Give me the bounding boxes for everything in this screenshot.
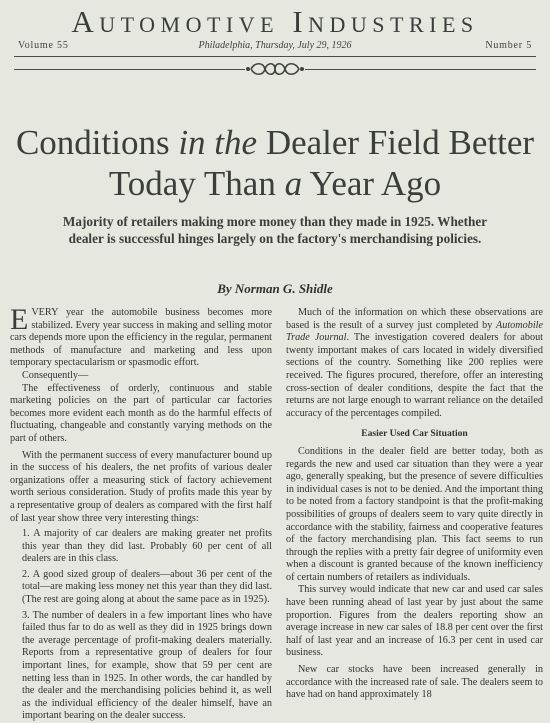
headline-line-2: Today Than a Year Ago [108,164,442,203]
paragraph: Conditions in the dealer field are better today, both as regards the new and used car situation than they were a year ago, generally speaking, but the presence of severe difficulties in individual cases is not to be denied. And the important thing to be noted from a factory standpoint is that the profit-making possibilities of groups of dealers seem to vary quite directly in accordance with the stability, fairness and cooperative features of the factory merchandising plan. This fact seems to run through the replies with a pretty fair degree of uniformity even when a discount is granted because of the known inefficiency of certain numbers of retailers as individuals. [286,445,543,583]
masthead-rule-top [14,56,536,57]
masthead-title: Automotive Industries [71,4,479,39]
paragraph: EVERY year the automobile business becomes more stabilized. Every year success in making and selling motor cars depends more upon the efficiency in the regular, permanent methods of manufacture and marketing and less upon temporary spectacularism or spasmodic effort. [10,303,272,369]
drop-cap: E [10,303,29,336]
issue-number: Number 5 [485,40,532,51]
paragraph: The effectiveness of orderly, continuous and stable marketing policies on the part of particular car factories becomes more evident each month as do the harmful effects of fluctuating, changeable and constantly varying methods on the part of others. [10,382,272,444]
volume-label: Volume 55 [18,40,69,51]
left-column [10,303,272,723]
byline: By Norman G. Shidle [217,281,333,296]
scroll-ornament-icon [245,58,305,80]
issue-line [18,40,532,54]
article-deck: Majority of retailers making more money than they made in 1925. Whether dealer is successful hinges largely on the factory's merchandising policies. [62,214,488,246]
paragraph: Much of the information on which these observations are based is the result of a survey just completed by Automobile Trade Journal. The investigation covered dealers for about twenty important makes of cars located in widely diversified sections of the country. Something like 200 replies were received. The figures procured, therefore, offer an interesting cross-section of dealer conditions, despite the fact that the returns are not large enough to warrant reliance on the detailed accuracy of the percentages compiled. [286,307,543,419]
section-subhead: Easier Used Car Situation [361,428,468,440]
headline-line-1: Conditions in the Dealer Field Better [15,123,535,162]
list-item: 3. The number of dealers in a few important lines who have failed thus far to do as well as they did in 1925 brings down the average percentage of profit-making dealers materially. Reports from a representative group of dealers for four important lines, for example, show that 59 per cent are netting less than in 1925. In other words, the car handled by the dealer and the merchandising policies behind it, as well as the individual efficiency of the dealer himself, have an important bearing on the dealer success. [22,609,272,722]
paragraph: New car stocks have been increased generally in accordance with the increased rate of sale. The dealers seem to have had on hand approximately 18 [286,664,543,701]
list-item: 2. A good sized group of dealers—about 36 per cent of the total—are making less money net this year than they did last. (The rest are going along at about the same pace as in 1925). [22,568,272,606]
list-item: 1. A majority of car dealers are making greater net profits this year than they did last. Probably 60 per cent of all dealers are in this class. [22,528,272,565]
right-column [286,307,543,702]
paragraph: With the permanent success of every manufacturer bound up in the success of his dealers, the net profits of various dealer organizations offer a measuring stick of factory achievement worth serious consideration. Study of profits made this year by a representative group of dealers as compared with the first half of last year show three very interesting things: [10,449,272,524]
dateline: Philadelphia, Thursday, July 29, 1926 [198,40,352,51]
article-headline [0,122,550,204]
paragraph: Consequently— [22,369,89,381]
paragraph: This survey would indicate that new car and used car sales have been running ahead of last year by just about the same proportion. Figures from the dealers reporting show an average increase in new car sales of 18.8 per cent over the first half of last year and an increase of 16.3 per cent in used car business. [286,584,543,659]
